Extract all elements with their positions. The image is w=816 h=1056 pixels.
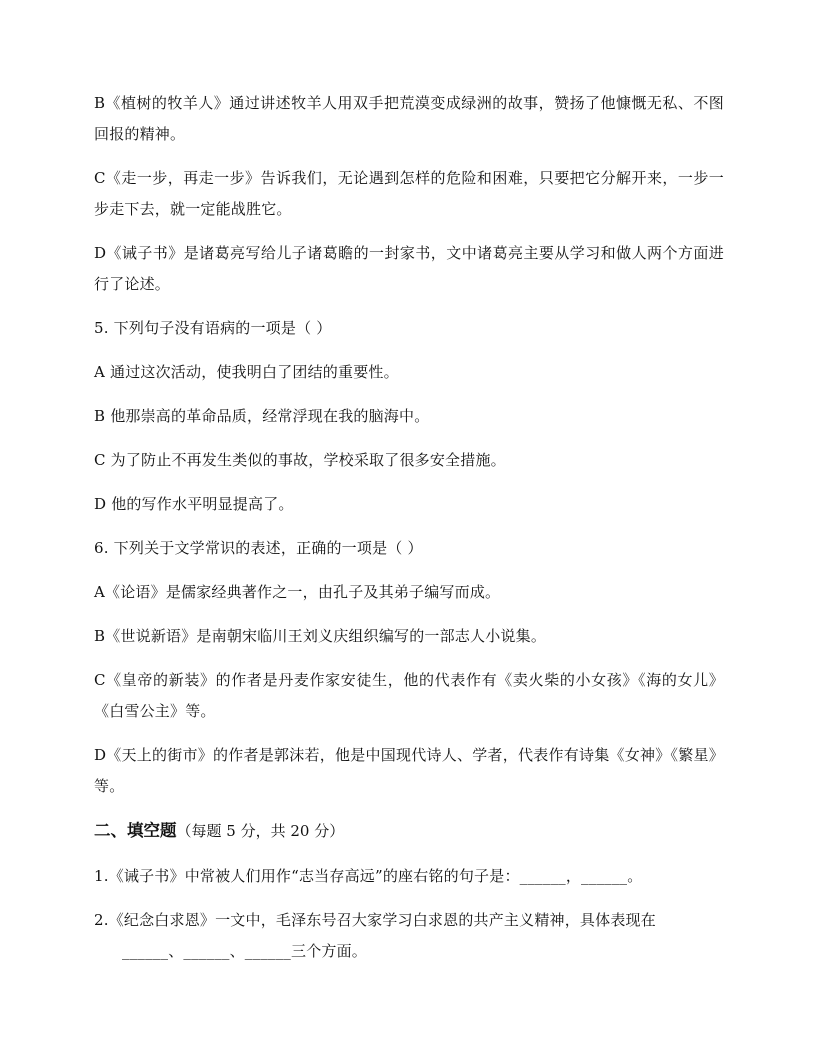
question-5-option-b: B 他那崇高的革命品质，经常浮现在我的脑海中。 (94, 407, 430, 425)
question-6-option-d: D《天上的街市》的作者是郭沫若，他是中国现代诗人、学者，代表作有诗集《女神》《繁星》等。 (94, 746, 724, 795)
section-heading (94, 815, 724, 847)
question-6-option-a: A《论语》是儒家经典著作之一，由孔子及其弟子编写而成。 (94, 583, 501, 601)
question-6: 6. 下列关于文学常识的表述，正确的一项是（ ） (94, 539, 423, 557)
question-5-option-a: A 通过这次活动，使我明白了团结的重要性。 (94, 363, 399, 381)
question-5-option-d: D 他的写作水平明显提高了。 (94, 495, 294, 513)
question-5: 5. 下列句子没有语病的一项是（ ） (94, 319, 332, 337)
section-title: 二、填空题 (94, 821, 177, 840)
option-d-text: D《诫子书》是诸葛亮写给儿子诸葛瞻的一封家书，文中诸葛亮主要从学习和做人两个方面进行了论述。 (94, 244, 724, 293)
option-b-text: B《植树的牧羊人》通过讲述牧羊人用双手把荒漠变成绿洲的故事，赞扬了他慷慨无私、不图回报的精神。 (94, 94, 724, 143)
option-c-text: C《走一步，再走一步》告诉我们，无论遇到怎样的危险和困难，只要把它分解开来，一步一步走下去，就一定能战胜它。 (94, 169, 724, 218)
question-6-option-c: C《皇帝的新装》的作者是丹麦作家安徒生，他的代表作有《卖火柴的小女孩》《海的女儿》《白雪公主》等。 (94, 671, 724, 720)
question-5-option-c: C 为了防止不再发生类似的事故，学校采取了很多安全措施。 (94, 451, 506, 469)
section-score-note: （每题 5 分，共 20 分） (176, 822, 345, 840)
document-page (94, 88, 724, 967)
fill-question-2 (94, 905, 724, 967)
fill-question-2-line1: 2.《纪念白求恩》一文中，毛泽东号召大家学习白求恩的共产主义精神，具体表现在 (94, 911, 656, 929)
fill-question-1: 1.《诫子书》中常被人们用作“志当存高远”的座右铭的句子是：______，______。 (94, 867, 643, 885)
question-6-option-b: B《世说新语》是南朝宋临川王刘义庆组织编写的一部志人小说集。 (94, 627, 547, 645)
fill-question-2-line2: ______、______、______三个方面。 (122, 942, 368, 960)
